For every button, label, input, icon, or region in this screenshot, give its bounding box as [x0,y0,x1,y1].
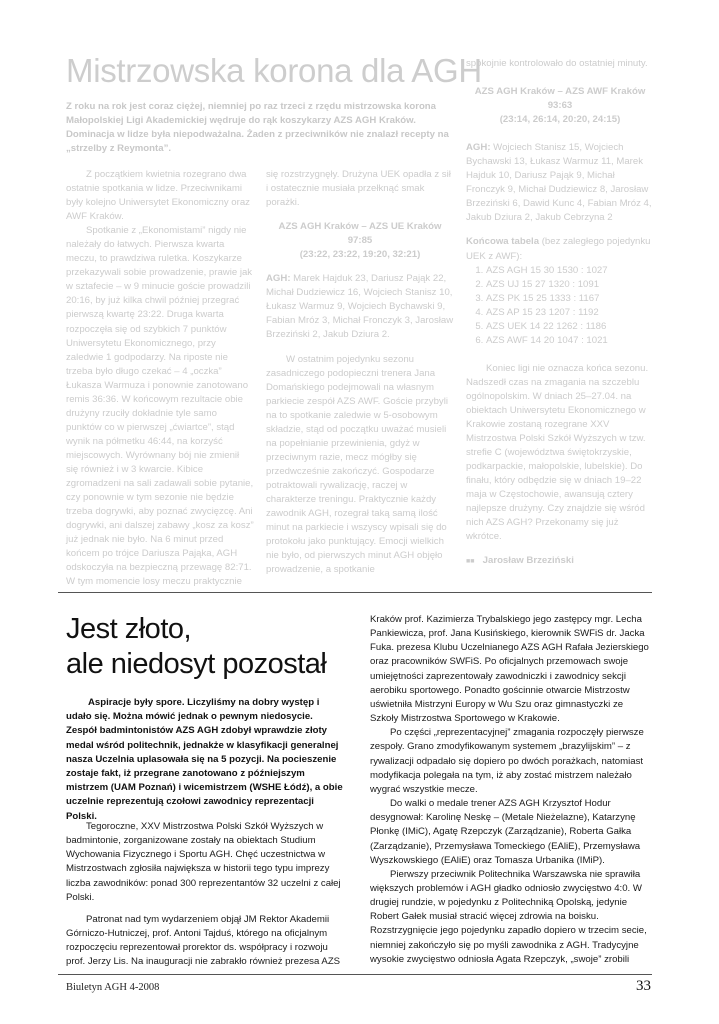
standings-row: 5. AZS UEK 14 22 1262 : 1186 [486,320,654,334]
page-number: 33 [636,978,651,994]
roster-label: AGH: [266,273,291,285]
roster [266,272,454,342]
roster [466,141,654,225]
match-quarters: (23:14, 26:14, 20:20, 24:15) [499,114,621,126]
paragraph: W ostatnim pojedynku sezonu zasadniczego podopieczni trenera Jana Domańskiego podejmowali na własnym parkiecie zespół AZS AWF. Goście przybyli na to spotkanie zaledwie w 5-osobowym składzie, stąd od początku uważać musieli na popełnianie przewinienia, gdyż w przeciwnym razie, mecz mógłby się przedwcześnie zakończyć. Gospodarze potraktowali rywalizację, raczej w charakterze treningu. Praktycznie każdy zawodnik AGH, rozegrał taką samą ilość minut na parkiecie i wszyscy wpisali się do protokołu jako punktujący. Emocji wielkich nie było, od pierwszych minut AGH objęło prowadzenie, a spotkanie [266,353,448,576]
standings-list [466,264,654,348]
top-article-column-1 [66,168,254,589]
match-score: 93:63 [547,100,573,112]
top-article-title: Mistrzowska korona dla AGH [66,52,482,89]
main-article-title [66,612,336,682]
roster-list: Marek Hajduk 23, Dariusz Pająk 22, Michał Dudziewicz 16, Wojciech Stanisz 10, Łukasz Warmuz 9, Wojciech Bychawski 9, Fabian Mróz 3, Michał Fronczyk 3, Jarosław Brzeziński 2, Jakub Dziura 2. [266,273,454,341]
paragraph: Pierwszy przeciwnik Politechnika Warszawska nie sprawiła większych problemów i AGH gładko odniosło zwycięstwo 4:0. W drugiej rundzie, w pojedynku z Politechniką Opolską, jedynie Robert Gałek musiał stracić więcej zdrowia na boisku. Rozstrzygnięcie jego pojedynku zapadło dopiero w trzecim secie, niemniej zakończyło się po myśli zawodnika z AGH. Tradycyjne wysokie zwycięstwo odniosła Agata Rzepczyk, „swoje” zrobili [370,868,647,965]
publication-name: Biuletyn AGH 4-2008 [66,982,160,993]
author-marker-icon: ■■ [466,558,475,566]
match-title: AZS AGH Kraków – AZS AWF Kraków [474,86,646,98]
standings-row: 6. AZS AWF 14 20 1047 : 1021 [486,334,654,348]
top-article-column-2 [266,168,454,577]
section-divider [58,592,652,593]
paragraph: Kraków prof. Kazimierza Trybalskiego jego zastępcy mgr. Lecha Pankiewicza, prof. Jana Kusińskiego, kierownik SWFiS dr. Jacka Fuka. prezesa Klubu Uczelnianego AZS AGH Rafała Jezierskiego oraz pracowników SWFiS. Po oficjalnych przemowach swoje umiejętności zaprezentowały zawodniczki i zawodnicy sekcji aerobiku sportowego. Ponadto gościnnie otwarcie Mistrzostw uświetniła Mistrzyni Europy w Wu Szu oraz gimnastyczki ze Szkoły Mistrzostwa Sportowego w Krakowie. [370,614,649,725]
standings-row: 2. AZS UJ 15 27 1320 : 1091 [486,278,654,292]
paragraph: Tegoroczne, XXV Mistrzostwa Polski Szkół Wyższych w badmintonie, zorganizowane zostały na obiektach Studium Wychowania Fizycznego i Sportu AGH. Chęć uczestnictwa w Mistrzostwach zgłosiła największa w historii tego typu imprezy liczba zawodników: ponad 300 reprezentantów 32 uczelni z całej Polski. [66,821,341,903]
top-article-lead: Z roku na rok jest coraz ciężej, niemniej po raz trzeci z rzędu mistrzowska korona Małopolskiej Ligi Akademickiej wędruje do rąk koszykarzy AZS AGH Kraków. Dominacja w lidze była niepodważalna. Żaden z przeciwników nie znalazł recepty na „strzelby z Reymonta”. [66,101,449,154]
author-line [466,554,654,569]
standings-row: 3. AZS PK 15 25 1333 : 1167 [486,292,654,306]
top-article-column-3 [466,57,654,570]
paragraph: Po części „reprezentacyjnej” zmagania rozpoczęły pierwsze zespoły. Grano zmodyfikowanym systemem „brazylijskim” – z rywalizacji odpadało się dopiero po dwóch porażkach, natomiast modyfikacja polegała na tym, iż aby zostać mistrzem należało wygrać wszystkie mecze. [370,727,644,795]
match-score: 97:85 [347,235,373,247]
main-article-column-1 [66,820,346,970]
main-article-lead: Aspiracje były spore. Liczyliśmy na dobry występ i udało się. Można mówić jednak o pewnym niedosycie. Zespół badmintonistów AZS AGH zdobył wprawdzie złoty medal wśród politechnik, jednakże w klasyfikacji generalnej nasza Uczelnia uplasowała się na 5 pozycji. Na pocieszenie zostaje fakt, iż przegrane zanotowano z późniejszym mistrzem (UAM Poznań) i wicemistrzem (WSHE Łódź), a obie uczelnie reprezentują czołowi zawodnicy reprezentacji Polski. [66,697,343,822]
roster-label: AGH: [466,142,491,154]
main-article-column-2 [370,613,652,967]
paragraph: Patronat nad tym wydarzeniem objął JM Rektor Akademii Górniczo-Hutniczej, prof. Antoni Tajduś, którego na oficjalnym rozpoczęciu reprezentował prorektor ds. współpracy i rozwoju prof. Jerzy Lis. Na inauguracji nie zabrakło również prezesa AZS [66,913,341,968]
standings-label: Końcowa tabela [466,236,540,248]
paragraph: się rozstrzygnęły. Drużyna UEK opadła z sił i ostatecznie musiała przełknąć smak porażki. [266,169,451,209]
standings-row: 4. AZS AP 15 23 1207 : 1192 [486,306,654,320]
paragraph: Do walki o medale trener AZS AGH Krzysztof Hodur desygnował: Karolinę Neskę – (Metale Nieżelazne), Katarzynę Płonkę (IMiC), Agatę Rzepczyk (Zarządzanie), Roberta Gałka (Zarządzanie), Przemysława Tomeckiego (EAliE), Przemysława Wyszkowskiego (EAliE) oraz Tomasza Urbanika (IMiP). [370,798,641,866]
roster-list: Wojciech Stanisz 15, Wojciech Bychawski 13, Łukasz Warmuz 11, Marek Hajduk 10, Dariusz Pająk 9, Michał Fronczyk 9, Michał Dudziewicz 8, Jarosław Brzeziński 6, Dawid Kunc 4, Fabian Mróz 4, Jakub Dziura 2, Jakub Cebrzyna 2 [466,142,652,224]
standings-note: (bez zaległego pojedynku UEK z AWF): [466,236,651,262]
paragraph: Z początkiem kwietnia rozegrano dwa ostatnie spotkania w lidze. Przeciwnikami były kolejno Uniwersytet Ekonomiczny oraz AWF Kraków. [66,169,250,223]
standings-heading [466,235,654,263]
title-line: Jest złoto, [66,613,192,645]
title-line: ale niedosyt pozostał [66,648,327,680]
match-title: AZS AGH Kraków – AZS UE Kraków [278,221,442,233]
match-quarters: (23:22, 23:22, 19:20, 32:21) [299,249,421,261]
paragraph: Spotkanie z „Ekonomistami” nigdy nie należały do łatwych. Pierwsza kwarta meczu, to prawdziwa ruletka. Koszykarze przekazywali sobie prowadzenie, prawie jak w sztafecie – w 9 minucie goście prowadzili 20:16, by już kilka chwil później przegrać pierwszą kwartę 23:22. Druga kwarta rozpoczęła się od szybkich 7 punktów Uniwersytetu Ekonomicznego, przy zaledwie 1 godpodarzy. Na riposte nie trzeba było długo czekać – 4 „oczka” Łukasza Warmuza i ponownie zanotowano remis 36:36. W końcowym rezultacie obie drużyny rzuciły dokładnie tyle samo punktów co w pierwszej „ćwiartce”, stąd wynik na półmetku 46:44, na korzyść miejscowych. Wyrównany bój nie zmienił się również i w 3 kwarcie. Kibice zgromadzeni na sali zadawali sobie pytanie, czy ponownie w tym sezonie nie będzie trzeba dogrywki, aby poznać zwycięzcę. Ani dogrywki, ani dalszej zabawy „kosz za kosz” już jednak nie było. Na 6 minut przed końcem po trójce Dariusza Pająka, AGH odskoczyła na bezpieczną przewagę 82:71. W tym momencie losy meczu praktycznie [66,225,254,588]
standings-row: 1. AZS AGH 15 30 1530 : 1027 [486,264,654,278]
author-name: Jarosław Brzeziński [482,555,574,567]
paragraph: Koniec ligi nie oznacza końca sezonu. Nadszedł czas na zmagania na szczeblu ogólnopolskim. W dniach 25–27.04. na obiektach Uniwersytetu Ekonomicznego w Krakowie zostaną rozegrane XXV Mistrzostwa Polski Szkół Wyższych w tzw. strefie C (województwa świętokrzyskie, podkarpackie, małopolskie, lubelskie). Do finału, który odbędzie się w dniach 19–22 maja w Częstochowie, awansują cztery najlepsze drużyny. Czy znajdzie się wśród nich AZS AGH? Przekonamy się już wkrótce. [466,362,649,543]
paragraph: spokojnie kontrolowało do ostatniej minuty. [466,58,648,69]
footer-divider [58,974,652,975]
